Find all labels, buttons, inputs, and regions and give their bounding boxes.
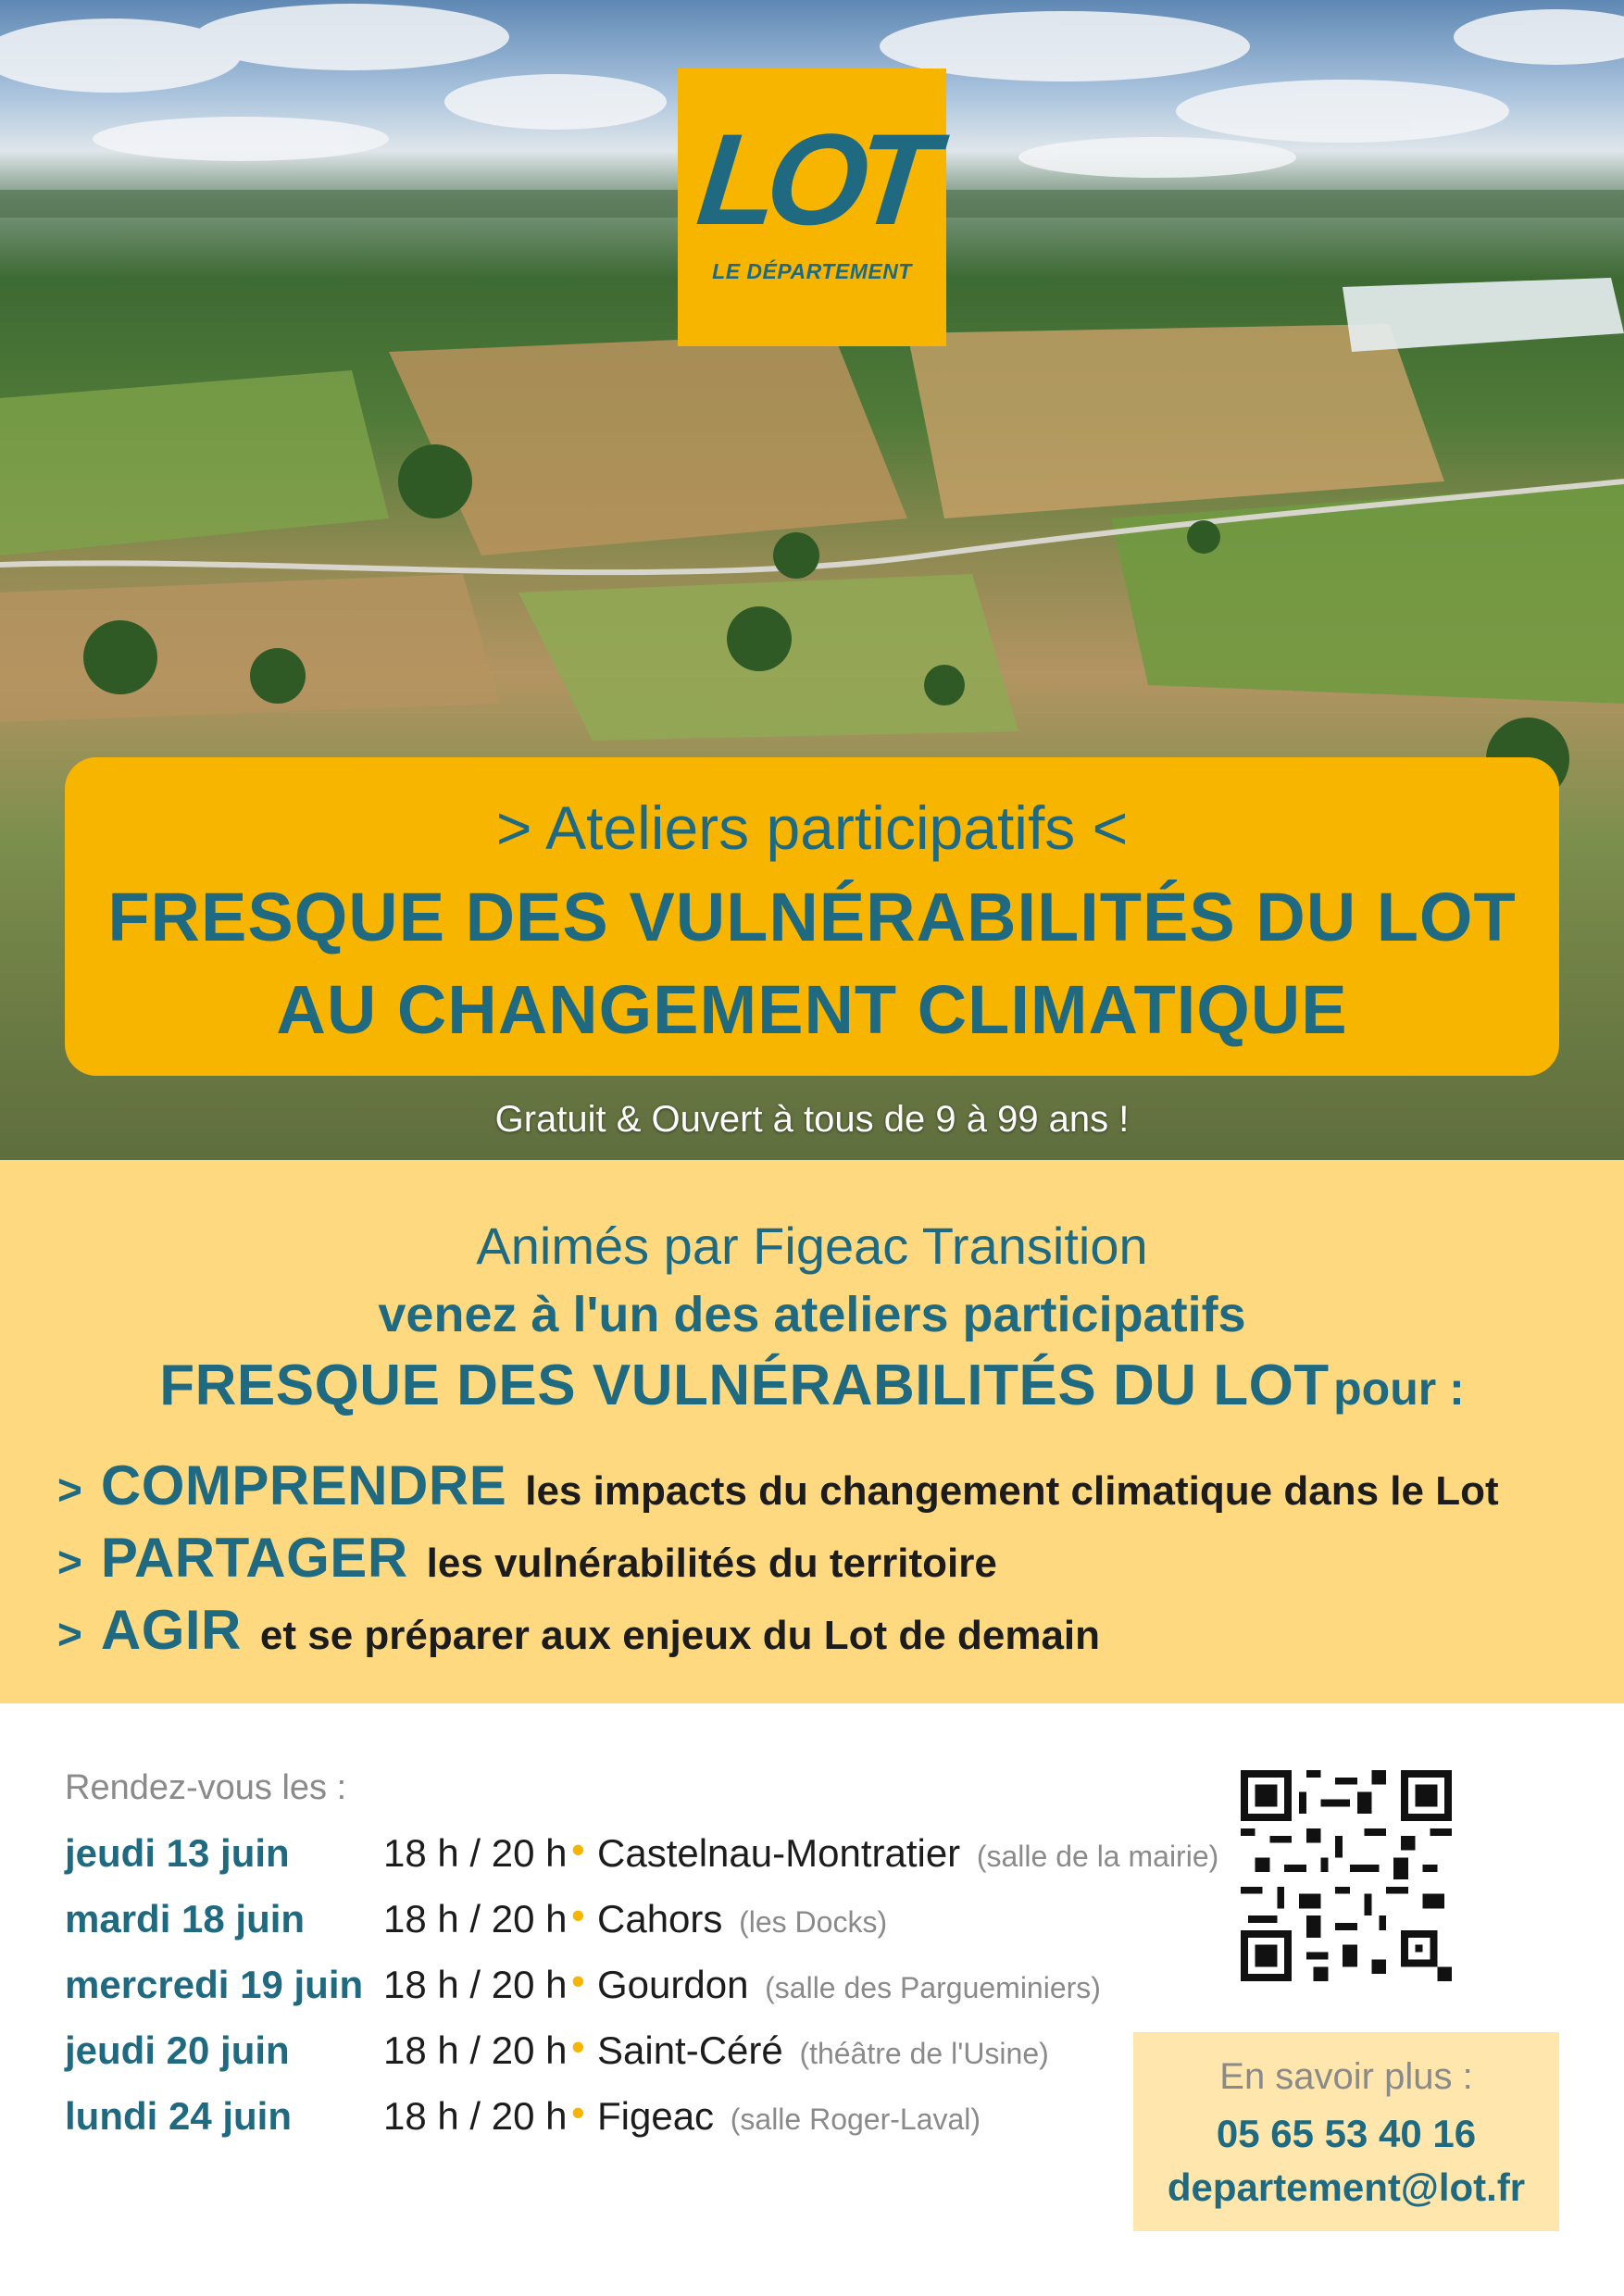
bullet-text: les vulnérabilités du territoire bbox=[426, 1541, 997, 1586]
separator-dot: • bbox=[571, 1828, 585, 1871]
place-venue: (salle Roger-Laval) bbox=[730, 2103, 981, 2136]
schedule-place bbox=[597, 2028, 1049, 2073]
schedule-hours: 18 h / 20 h bbox=[383, 1963, 568, 2006]
band-line-3 bbox=[0, 1353, 1624, 1418]
schedule-place bbox=[597, 1897, 887, 1941]
schedule-hours: 18 h / 20 h bbox=[383, 2094, 568, 2138]
place-venue: (salle des Pargueminiers) bbox=[765, 1971, 1101, 2004]
place-name: Saint-Céré bbox=[597, 2028, 783, 2072]
place-name: Castelnau-Montratier bbox=[597, 1831, 961, 1875]
contact-label: En savoir plus : bbox=[1219, 2056, 1473, 2097]
bullet-verb: AGIR bbox=[100, 1599, 242, 1661]
qr-code[interactable] bbox=[1241, 1770, 1452, 1981]
band-line-2: venez à l'un des ateliers participatifs bbox=[378, 1287, 1246, 1342]
place-name: Gourdon bbox=[597, 1963, 749, 2006]
title-line-2: AU CHANGEMENT CLIMATIQUE bbox=[276, 971, 1348, 1048]
separator-dot: • bbox=[571, 2025, 585, 2068]
bullet-text: et se préparer aux enjeux du Lot de demain bbox=[259, 1613, 1101, 1658]
logo-subtitle: LE DÉPARTEMENT bbox=[712, 259, 912, 283]
schedule-day: jeudi 13 juin bbox=[65, 1831, 290, 1875]
schedule-day: lundi 24 juin bbox=[65, 2094, 293, 2138]
schedule-hours: 18 h / 20 h bbox=[383, 1831, 568, 1875]
contact-email[interactable]: departement@lot.fr bbox=[1167, 2165, 1526, 2209]
logo-mark: LOT bbox=[691, 106, 933, 252]
bullet-verb: COMPRENDRE bbox=[100, 1454, 507, 1516]
schedule-day: jeudi 20 juin bbox=[65, 2028, 290, 2072]
bullet-item bbox=[57, 1454, 1499, 1517]
place-name: Cahors bbox=[597, 1897, 723, 1940]
title-box bbox=[65, 757, 1559, 1076]
chevron-icon: > bbox=[57, 1610, 82, 1658]
band-line-3-title: FRESQUE DES VULNÉRABILITÉS DU LOT bbox=[159, 1354, 1330, 1417]
schedule-hours: 18 h / 20 h bbox=[383, 1897, 568, 1940]
lot-logo bbox=[678, 69, 946, 346]
schedule-day: mardi 18 juin bbox=[65, 1897, 306, 1940]
schedule-place bbox=[597, 1963, 1101, 2007]
separator-dot: • bbox=[571, 1959, 585, 2003]
bullet-item bbox=[57, 1598, 1100, 1662]
contact-box bbox=[1133, 2032, 1559, 2231]
schedule-hours: 18 h / 20 h bbox=[383, 2028, 568, 2072]
place-name: Figeac bbox=[597, 2094, 715, 2138]
schedule-intro: Rendez-vous les : bbox=[65, 1768, 347, 1807]
separator-dot: • bbox=[571, 1893, 585, 1937]
schedule-section bbox=[0, 1703, 1624, 2296]
schedule-place bbox=[597, 2094, 981, 2139]
tagline: Gratuit & Ouvert à tous de 9 à 99 ans ! bbox=[494, 1099, 1130, 1140]
schedule-place bbox=[597, 1831, 1218, 1876]
separator-dot: • bbox=[571, 2090, 585, 2134]
info-band bbox=[0, 1160, 1624, 1703]
place-venue: (théâtre de l'Usine) bbox=[799, 2037, 1049, 2070]
contact-phone[interactable]: 05 65 53 40 16 bbox=[1216, 2112, 1477, 2155]
chevron-icon: > bbox=[57, 1466, 82, 1514]
title-line-1: FRESQUE DES VULNÉRABILITÉS DU LOT bbox=[107, 879, 1517, 955]
place-venue: (les Docks) bbox=[739, 1905, 888, 1939]
place-venue: (salle de la mairie) bbox=[976, 1840, 1219, 1873]
bullet-verb: PARTAGER bbox=[100, 1527, 408, 1589]
band-line-3-suffix: pour : bbox=[1333, 1363, 1465, 1415]
band-line-1: Animés par Figeac Transition bbox=[476, 1217, 1148, 1275]
schedule-day: mercredi 19 juin bbox=[65, 1963, 364, 2006]
chevron-icon: > bbox=[57, 1538, 82, 1586]
bullet-text: les impacts du changement climatique dans le Lot bbox=[525, 1468, 1499, 1514]
bullet-item bbox=[57, 1526, 997, 1590]
title-pre: > Ateliers participatifs < bbox=[495, 793, 1129, 862]
